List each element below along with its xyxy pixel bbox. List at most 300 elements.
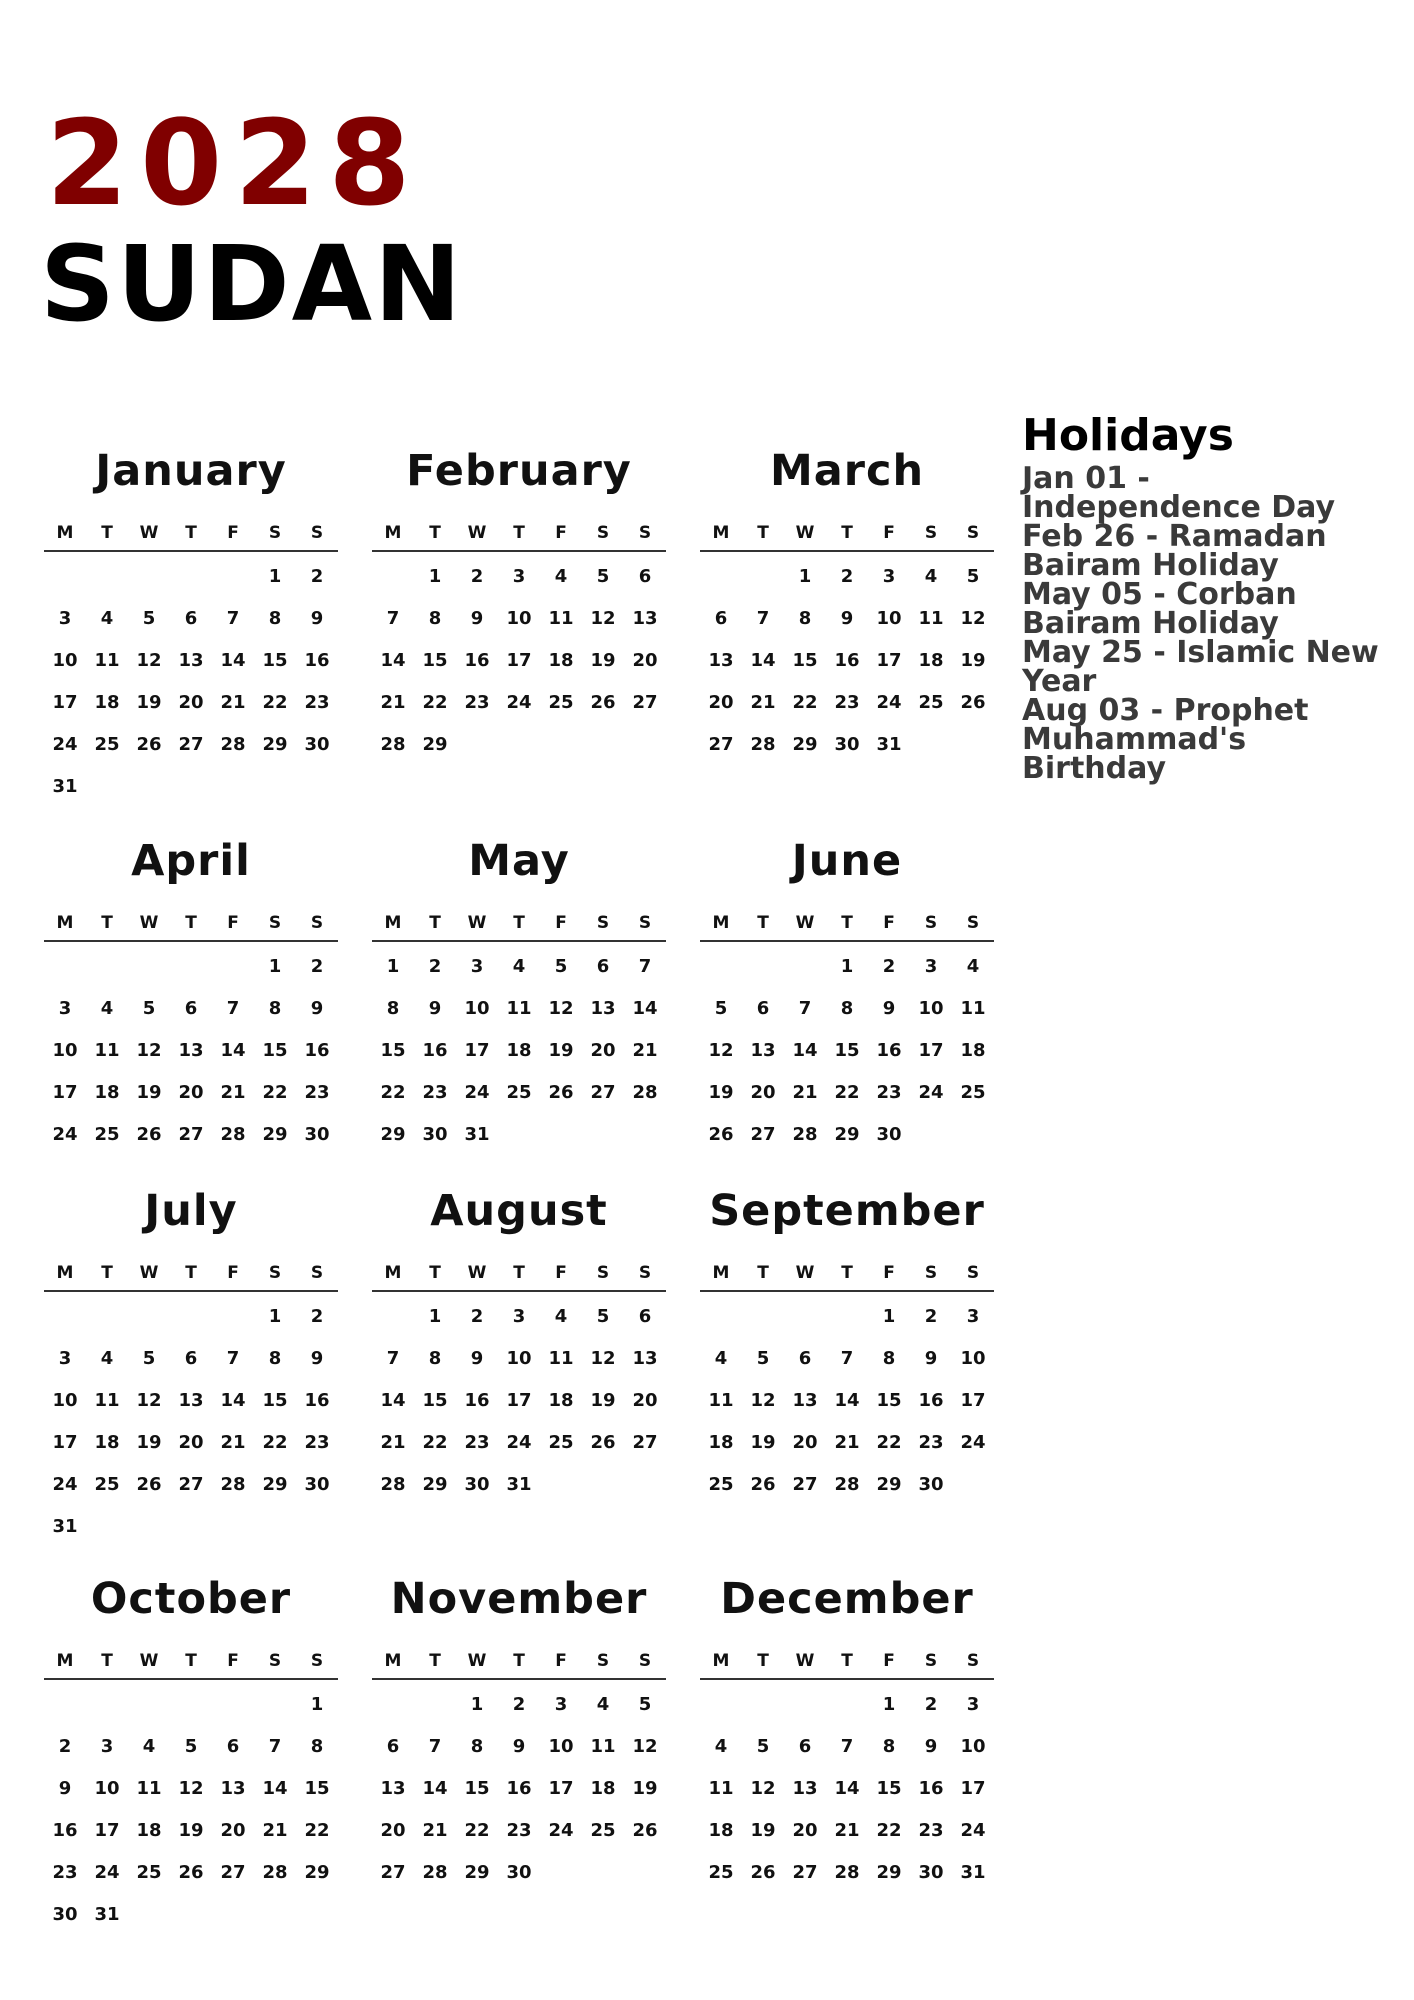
day-cell: 15 bbox=[876, 1390, 902, 1411]
day-cell: 31 bbox=[464, 1124, 490, 1145]
day-cell: 14 bbox=[834, 1390, 860, 1411]
day-cell: 5 bbox=[184, 1736, 198, 1757]
day-cell: 16 bbox=[506, 1778, 532, 1799]
day-cell: 20 bbox=[792, 1432, 818, 1453]
weekday-label: W bbox=[467, 913, 487, 933]
day-cell: 26 bbox=[136, 1474, 162, 1495]
day-cell: 21 bbox=[750, 692, 776, 713]
day-cell: 13 bbox=[632, 608, 658, 629]
day-cell: 30 bbox=[876, 1124, 902, 1145]
weekday-label: W bbox=[139, 913, 159, 933]
day-cell: 22 bbox=[304, 1820, 330, 1841]
weekday-label: S bbox=[966, 1651, 980, 1671]
day-cell: 8 bbox=[310, 1736, 324, 1757]
weekday-label: S bbox=[596, 1263, 610, 1283]
month-title: February bbox=[406, 446, 632, 496]
weekday-label: T bbox=[513, 1651, 525, 1671]
weekday-header bbox=[372, 1256, 666, 1292]
day-cell: 3 bbox=[882, 566, 896, 587]
month-title: May bbox=[468, 836, 570, 886]
day-cell: 31 bbox=[876, 734, 902, 755]
day-cell: 29 bbox=[262, 1474, 288, 1495]
month-may bbox=[372, 830, 666, 1156]
day-cell: 28 bbox=[262, 1862, 288, 1883]
day-blank bbox=[742, 946, 784, 988]
day-grid bbox=[44, 946, 338, 1156]
day-cell: 7 bbox=[226, 1348, 240, 1369]
day-cell: 5 bbox=[756, 1348, 770, 1369]
day-blank bbox=[212, 556, 254, 598]
day-cell: 16 bbox=[464, 1390, 490, 1411]
day-cell: 6 bbox=[184, 1348, 198, 1369]
day-cell: 22 bbox=[876, 1432, 902, 1453]
day-cell: 19 bbox=[590, 650, 616, 671]
weekday-label: S bbox=[966, 913, 980, 933]
day-cell: 2 bbox=[58, 1736, 72, 1757]
day-cell: 24 bbox=[52, 1474, 78, 1495]
month-june bbox=[700, 830, 994, 1156]
day-cell: 30 bbox=[304, 1474, 330, 1495]
weekday-label: F bbox=[883, 1263, 895, 1283]
weekday-header bbox=[700, 516, 994, 552]
month-october bbox=[44, 1568, 338, 1936]
day-cell: 31 bbox=[52, 776, 78, 797]
day-cell: 28 bbox=[750, 734, 776, 755]
day-cell: 24 bbox=[52, 734, 78, 755]
day-cell: 19 bbox=[750, 1820, 776, 1841]
day-cell: 19 bbox=[632, 1778, 658, 1799]
weekday-label: S bbox=[310, 1651, 324, 1671]
day-cell: 8 bbox=[882, 1348, 896, 1369]
weekday-label: W bbox=[139, 1263, 159, 1283]
day-cell: 10 bbox=[464, 998, 490, 1019]
day-cell: 18 bbox=[918, 650, 944, 671]
weekday-label: M bbox=[56, 913, 74, 933]
day-cell: 23 bbox=[506, 1820, 532, 1841]
month-title: April bbox=[131, 836, 251, 886]
day-cell: 29 bbox=[422, 1474, 448, 1495]
day-cell: 13 bbox=[178, 1040, 204, 1061]
day-cell: 29 bbox=[792, 734, 818, 755]
weekday-label: M bbox=[384, 1263, 402, 1283]
day-cell: 28 bbox=[220, 1124, 246, 1145]
day-cell: 17 bbox=[94, 1820, 120, 1841]
day-cell: 21 bbox=[220, 692, 246, 713]
day-cell: 13 bbox=[792, 1778, 818, 1799]
day-cell: 20 bbox=[220, 1820, 246, 1841]
day-cell: 25 bbox=[590, 1820, 616, 1841]
weekday-label: S bbox=[596, 523, 610, 543]
day-cell: 22 bbox=[422, 692, 448, 713]
day-cell: 6 bbox=[386, 1736, 400, 1757]
day-grid bbox=[700, 556, 994, 766]
day-cell: 28 bbox=[632, 1082, 658, 1103]
day-cell: 10 bbox=[876, 608, 902, 629]
day-cell: 23 bbox=[422, 1082, 448, 1103]
day-cell: 1 bbox=[882, 1694, 896, 1715]
day-cell: 5 bbox=[554, 956, 568, 977]
day-cell: 25 bbox=[708, 1862, 734, 1883]
day-cell: 23 bbox=[918, 1432, 944, 1453]
day-cell: 28 bbox=[834, 1474, 860, 1495]
day-cell: 29 bbox=[422, 734, 448, 755]
weekday-label: W bbox=[795, 523, 815, 543]
day-cell: 5 bbox=[966, 566, 980, 587]
weekday-label: S bbox=[924, 1263, 938, 1283]
holiday-item: May 25 - Islamic New Year bbox=[1022, 635, 1379, 700]
weekday-label: T bbox=[841, 1263, 853, 1283]
day-cell: 24 bbox=[464, 1082, 490, 1103]
weekday-label: T bbox=[513, 913, 525, 933]
day-cell: 25 bbox=[918, 692, 944, 713]
weekday-label: T bbox=[101, 523, 113, 543]
day-cell: 2 bbox=[512, 1694, 526, 1715]
weekday-label: T bbox=[429, 1263, 441, 1283]
day-cell: 20 bbox=[178, 1082, 204, 1103]
year-heading: 2028 bbox=[46, 94, 423, 232]
weekday-label: W bbox=[467, 1263, 487, 1283]
day-cell: 7 bbox=[226, 998, 240, 1019]
day-cell: 28 bbox=[380, 1474, 406, 1495]
day-cell: 3 bbox=[512, 1306, 526, 1327]
day-cell: 4 bbox=[142, 1736, 156, 1757]
day-cell: 27 bbox=[178, 1474, 204, 1495]
month-title: June bbox=[791, 836, 903, 886]
day-cell: 30 bbox=[506, 1862, 532, 1883]
weekday-label: S bbox=[268, 523, 282, 543]
weekday-label: S bbox=[966, 523, 980, 543]
weekday-label: T bbox=[429, 913, 441, 933]
day-cell: 15 bbox=[876, 1778, 902, 1799]
day-cell: 17 bbox=[52, 692, 78, 713]
day-cell: 11 bbox=[708, 1778, 734, 1799]
weekday-label: S bbox=[966, 1263, 980, 1283]
day-cell: 31 bbox=[94, 1904, 120, 1925]
day-cell: 30 bbox=[918, 1474, 944, 1495]
weekday-header bbox=[44, 906, 338, 942]
day-cell: 6 bbox=[714, 608, 728, 629]
month-title: August bbox=[430, 1186, 608, 1236]
day-cell: 16 bbox=[918, 1390, 944, 1411]
day-cell: 20 bbox=[380, 1820, 406, 1841]
day-cell: 10 bbox=[506, 608, 532, 629]
day-cell: 25 bbox=[94, 734, 120, 755]
day-cell: 17 bbox=[506, 650, 532, 671]
day-cell: 11 bbox=[918, 608, 944, 629]
day-cell: 19 bbox=[960, 650, 986, 671]
day-cell: 29 bbox=[876, 1862, 902, 1883]
day-cell: 12 bbox=[590, 608, 616, 629]
day-cell: 3 bbox=[554, 1694, 568, 1715]
day-cell: 27 bbox=[220, 1862, 246, 1883]
day-cell: 18 bbox=[708, 1820, 734, 1841]
day-blank bbox=[742, 556, 784, 598]
day-cell: 1 bbox=[470, 1694, 484, 1715]
weekday-label: T bbox=[185, 1651, 197, 1671]
day-cell: 19 bbox=[548, 1040, 574, 1061]
day-cell: 8 bbox=[428, 1348, 442, 1369]
day-blank bbox=[212, 946, 254, 988]
weekday-header bbox=[372, 1644, 666, 1680]
weekday-label: S bbox=[310, 523, 324, 543]
day-cell: 11 bbox=[708, 1390, 734, 1411]
day-cell: 7 bbox=[268, 1736, 282, 1757]
day-cell: 12 bbox=[136, 1390, 162, 1411]
day-cell: 11 bbox=[506, 998, 532, 1019]
day-blank bbox=[372, 556, 414, 598]
day-cell: 22 bbox=[792, 692, 818, 713]
day-cell: 29 bbox=[876, 1474, 902, 1495]
day-cell: 26 bbox=[136, 1124, 162, 1145]
day-cell: 2 bbox=[310, 566, 324, 587]
day-cell: 15 bbox=[834, 1040, 860, 1061]
day-cell: 12 bbox=[632, 1736, 658, 1757]
day-cell: 31 bbox=[52, 1516, 78, 1537]
day-cell: 8 bbox=[386, 998, 400, 1019]
day-cell: 1 bbox=[428, 1306, 442, 1327]
day-cell: 24 bbox=[918, 1082, 944, 1103]
day-cell: 7 bbox=[840, 1736, 854, 1757]
day-cell: 1 bbox=[840, 956, 854, 977]
weekday-label: S bbox=[596, 913, 610, 933]
month-title: January bbox=[95, 446, 287, 496]
day-cell: 14 bbox=[750, 650, 776, 671]
day-cell: 9 bbox=[924, 1736, 938, 1757]
day-blank bbox=[86, 1296, 128, 1338]
day-cell: 25 bbox=[548, 692, 574, 713]
day-cell: 28 bbox=[792, 1124, 818, 1145]
day-cell: 16 bbox=[304, 650, 330, 671]
day-cell: 7 bbox=[428, 1736, 442, 1757]
weekday-label: W bbox=[795, 913, 815, 933]
holiday-item: Feb 26 - Ramadan Bairam Holiday bbox=[1022, 519, 1327, 584]
day-cell: 26 bbox=[548, 1082, 574, 1103]
day-grid bbox=[700, 946, 994, 1156]
day-cell: 14 bbox=[262, 1778, 288, 1799]
day-cell: 10 bbox=[52, 650, 78, 671]
day-cell: 15 bbox=[422, 650, 448, 671]
day-blank bbox=[170, 556, 212, 598]
day-cell: 26 bbox=[632, 1820, 658, 1841]
day-cell: 26 bbox=[750, 1474, 776, 1495]
day-cell: 4 bbox=[714, 1736, 728, 1757]
day-cell: 11 bbox=[94, 1040, 120, 1061]
day-cell: 21 bbox=[422, 1820, 448, 1841]
day-cell: 19 bbox=[136, 1432, 162, 1453]
day-cell: 3 bbox=[966, 1694, 980, 1715]
day-cell: 30 bbox=[52, 1904, 78, 1925]
weekday-header bbox=[700, 906, 994, 942]
day-cell: 28 bbox=[422, 1862, 448, 1883]
day-cell: 21 bbox=[834, 1432, 860, 1453]
day-cell: 27 bbox=[178, 734, 204, 755]
day-blank bbox=[700, 946, 742, 988]
day-cell: 9 bbox=[310, 998, 324, 1019]
day-cell: 16 bbox=[464, 650, 490, 671]
day-cell: 19 bbox=[136, 1082, 162, 1103]
weekday-label: F bbox=[555, 1263, 567, 1283]
day-cell: 27 bbox=[792, 1474, 818, 1495]
month-title: July bbox=[144, 1186, 238, 1236]
day-cell: 2 bbox=[428, 956, 442, 977]
day-cell: 9 bbox=[840, 608, 854, 629]
day-cell: 24 bbox=[960, 1820, 986, 1841]
day-cell: 26 bbox=[590, 1432, 616, 1453]
weekday-label: S bbox=[268, 1263, 282, 1283]
day-blank bbox=[170, 946, 212, 988]
month-title: September bbox=[709, 1186, 985, 1236]
day-cell: 7 bbox=[386, 608, 400, 629]
day-blank bbox=[128, 556, 170, 598]
weekday-label: F bbox=[555, 523, 567, 543]
day-cell: 17 bbox=[464, 1040, 490, 1061]
weekday-label: M bbox=[712, 1651, 730, 1671]
day-cell: 10 bbox=[94, 1778, 120, 1799]
day-blank bbox=[784, 1684, 826, 1726]
weekday-label: T bbox=[101, 913, 113, 933]
day-cell: 10 bbox=[918, 998, 944, 1019]
day-cell: 9 bbox=[512, 1736, 526, 1757]
day-cell: 17 bbox=[52, 1432, 78, 1453]
day-cell: 15 bbox=[792, 650, 818, 671]
day-cell: 13 bbox=[220, 1778, 246, 1799]
day-cell: 22 bbox=[262, 1082, 288, 1103]
day-blank bbox=[212, 1684, 254, 1726]
weekday-label: M bbox=[56, 1651, 74, 1671]
day-blank bbox=[700, 1296, 742, 1338]
day-cell: 4 bbox=[596, 1694, 610, 1715]
month-july bbox=[44, 1180, 338, 1548]
weekday-label: T bbox=[513, 523, 525, 543]
weekday-label: S bbox=[268, 913, 282, 933]
day-cell: 18 bbox=[590, 1778, 616, 1799]
day-grid bbox=[700, 1684, 994, 1894]
day-cell: 23 bbox=[464, 692, 490, 713]
day-cell: 8 bbox=[268, 1348, 282, 1369]
weekday-label: S bbox=[924, 523, 938, 543]
day-cell: 9 bbox=[58, 1778, 72, 1799]
day-cell: 6 bbox=[798, 1348, 812, 1369]
day-cell: 6 bbox=[798, 1736, 812, 1757]
weekday-header bbox=[700, 1644, 994, 1680]
day-cell: 2 bbox=[924, 1306, 938, 1327]
day-cell: 25 bbox=[960, 1082, 986, 1103]
day-cell: 9 bbox=[882, 998, 896, 1019]
day-cell: 12 bbox=[136, 1040, 162, 1061]
day-cell: 21 bbox=[262, 1820, 288, 1841]
day-cell: 28 bbox=[380, 734, 406, 755]
day-cell: 6 bbox=[184, 608, 198, 629]
weekday-label: F bbox=[555, 913, 567, 933]
day-blank bbox=[700, 556, 742, 598]
day-cell: 17 bbox=[876, 650, 902, 671]
weekday-label: T bbox=[757, 913, 769, 933]
day-cell: 25 bbox=[94, 1124, 120, 1145]
day-cell: 3 bbox=[58, 998, 72, 1019]
weekday-label: T bbox=[757, 1651, 769, 1671]
day-cell: 16 bbox=[304, 1390, 330, 1411]
day-cell: 5 bbox=[756, 1736, 770, 1757]
day-cell: 2 bbox=[882, 956, 896, 977]
day-cell: 20 bbox=[590, 1040, 616, 1061]
day-cell: 30 bbox=[304, 1124, 330, 1145]
day-cell: 4 bbox=[924, 566, 938, 587]
day-cell: 18 bbox=[548, 1390, 574, 1411]
day-cell: 17 bbox=[918, 1040, 944, 1061]
day-blank bbox=[44, 556, 86, 598]
day-cell: 30 bbox=[422, 1124, 448, 1145]
day-cell: 21 bbox=[380, 1432, 406, 1453]
day-cell: 10 bbox=[960, 1736, 986, 1757]
day-cell: 18 bbox=[94, 1082, 120, 1103]
day-cell: 4 bbox=[554, 566, 568, 587]
weekday-label: M bbox=[384, 1651, 402, 1671]
day-cell: 16 bbox=[422, 1040, 448, 1061]
day-cell: 29 bbox=[464, 1862, 490, 1883]
day-cell: 10 bbox=[960, 1348, 986, 1369]
day-cell: 17 bbox=[506, 1390, 532, 1411]
day-cell: 26 bbox=[136, 734, 162, 755]
day-cell: 18 bbox=[548, 650, 574, 671]
day-cell: 2 bbox=[310, 1306, 324, 1327]
day-cell: 1 bbox=[268, 956, 282, 977]
day-blank bbox=[826, 1296, 868, 1338]
day-cell: 5 bbox=[142, 998, 156, 1019]
day-grid bbox=[44, 556, 338, 808]
month-january bbox=[44, 440, 338, 808]
day-cell: 15 bbox=[262, 1390, 288, 1411]
day-blank bbox=[212, 1296, 254, 1338]
day-blank bbox=[372, 1296, 414, 1338]
day-cell: 26 bbox=[708, 1124, 734, 1145]
weekday-header bbox=[372, 906, 666, 942]
day-cell: 27 bbox=[632, 1432, 658, 1453]
weekday-label: T bbox=[429, 523, 441, 543]
day-cell: 12 bbox=[750, 1390, 776, 1411]
day-cell: 8 bbox=[882, 1736, 896, 1757]
day-cell: 18 bbox=[94, 692, 120, 713]
weekday-label: W bbox=[795, 1263, 815, 1283]
day-cell: 2 bbox=[924, 1694, 938, 1715]
day-cell: 25 bbox=[548, 1432, 574, 1453]
day-cell: 24 bbox=[506, 692, 532, 713]
day-blank bbox=[44, 1296, 86, 1338]
weekday-label: T bbox=[429, 1651, 441, 1671]
day-cell: 26 bbox=[960, 692, 986, 713]
day-cell: 24 bbox=[94, 1862, 120, 1883]
day-grid bbox=[372, 1296, 666, 1506]
day-cell: 13 bbox=[178, 650, 204, 671]
day-cell: 14 bbox=[792, 1040, 818, 1061]
day-cell: 15 bbox=[422, 1390, 448, 1411]
weekday-label: M bbox=[56, 1263, 74, 1283]
holidays-title: Holidays bbox=[1022, 410, 1234, 461]
day-cell: 20 bbox=[178, 692, 204, 713]
day-cell: 23 bbox=[304, 1082, 330, 1103]
day-cell: 10 bbox=[506, 1348, 532, 1369]
day-cell: 20 bbox=[792, 1820, 818, 1841]
day-blank bbox=[700, 1684, 742, 1726]
day-cell: 9 bbox=[428, 998, 442, 1019]
day-cell: 12 bbox=[750, 1778, 776, 1799]
day-cell: 6 bbox=[596, 956, 610, 977]
day-cell: 21 bbox=[632, 1040, 658, 1061]
month-december bbox=[700, 1568, 994, 1894]
day-cell: 16 bbox=[304, 1040, 330, 1061]
day-cell: 29 bbox=[262, 1124, 288, 1145]
day-cell: 23 bbox=[918, 1820, 944, 1841]
weekday-label: W bbox=[467, 523, 487, 543]
